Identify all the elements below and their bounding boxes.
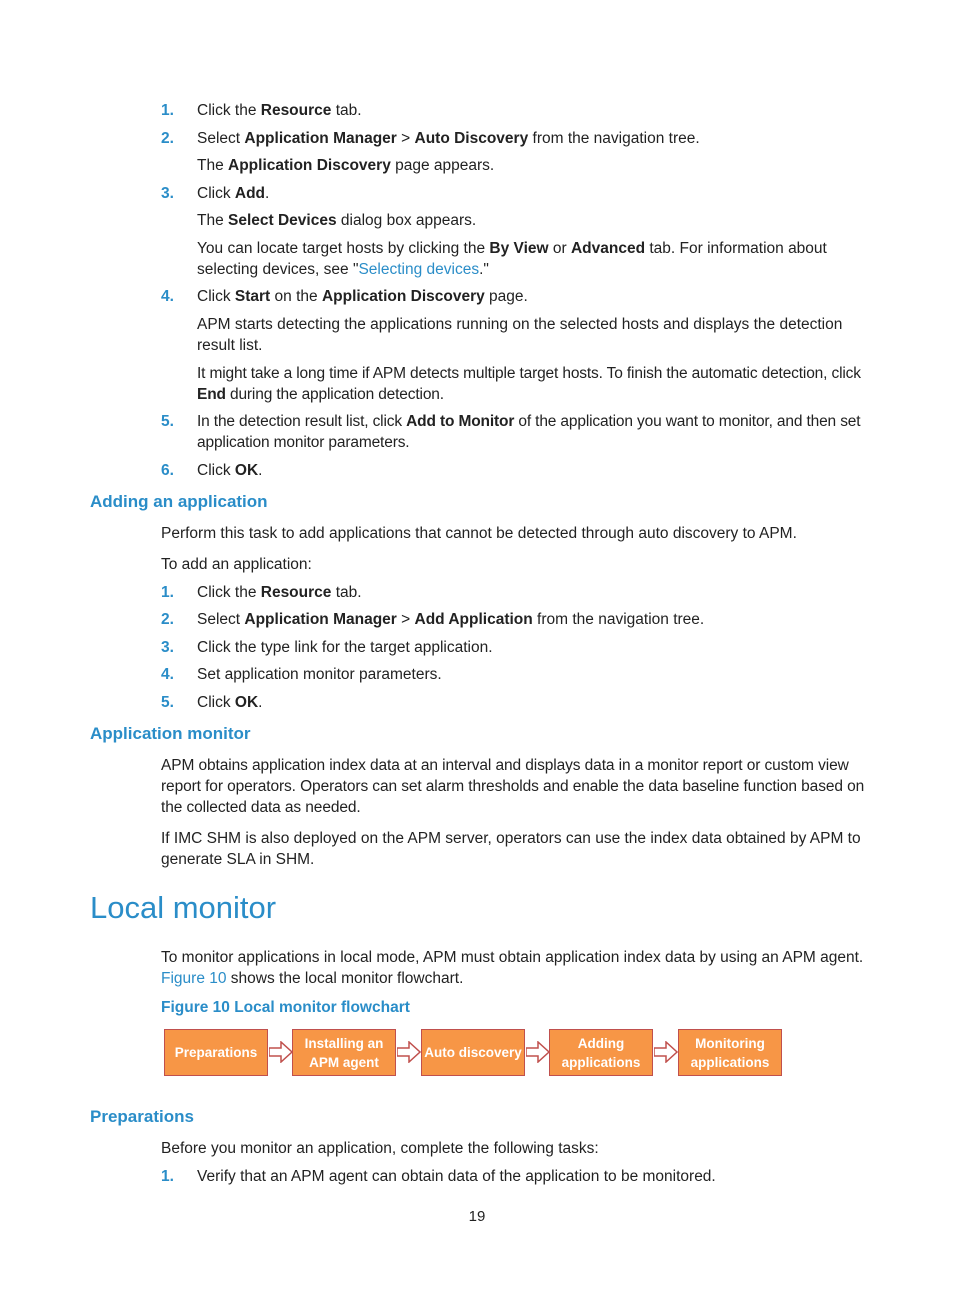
- ui-term: By View: [489, 240, 549, 257]
- step-note: The Application Discovery page appears.: [197, 157, 495, 174]
- step-text: Click Start on the Application Discovery page.: [197, 288, 528, 305]
- step-text: Click OK.: [197, 694, 263, 711]
- step-text: Set application monitor parameters.: [197, 666, 442, 683]
- ui-term: Add to Monitor: [406, 413, 515, 430]
- step-text: Click the Resource tab.: [197, 584, 362, 601]
- figure-caption: Figure 10 Local monitor flowchart: [161, 999, 410, 1016]
- step-note: It might take a long time if APM detects multiple target hosts. To finish the automatic detection, click End during the application detection.: [197, 365, 861, 403]
- step-number: 4.: [161, 288, 174, 305]
- paragraph: To monitor applications in local mode, APM must obtain application index data by using an APM agent. Figure 10 shows the local monitor flowchart.: [161, 949, 864, 987]
- arrow-right-icon: [526, 1041, 550, 1063]
- step-number: 2.: [161, 130, 174, 147]
- ui-term: Start: [234, 288, 271, 305]
- step-text: Click the Resource tab.: [197, 102, 362, 119]
- paragraph: APM obtains application index data at an interval and displays data in a monitor report or custom view report for operators. Operators can set alarm thresholds and enable the data baseline function based on the collected data as needed.: [161, 757, 865, 816]
- step-text: Select Application Manager > Add Application from the navigation tree.: [197, 611, 705, 628]
- step-number: 3.: [161, 185, 174, 202]
- ui-term: Auto Discovery: [414, 130, 529, 147]
- section-heading-adding-application: Adding an application: [90, 492, 268, 511]
- step-text: Click the type link for the target application.: [197, 639, 493, 656]
- step-text: Verify that an APM agent can obtain data of the application to be monitored.: [197, 1168, 716, 1185]
- ui-term: Add: [234, 185, 266, 202]
- ui-term: End: [197, 386, 226, 403]
- flow-box-monitoring-applications: Monitoring applications: [678, 1029, 782, 1076]
- step-text: Click Add.: [197, 185, 270, 202]
- ui-term: Select Devices: [228, 212, 337, 229]
- ui-term: Application Discovery: [228, 157, 391, 174]
- step-number: 1.: [161, 102, 174, 119]
- ui-term: Application Manager: [244, 611, 397, 628]
- step-text: Select Application Manager > Auto Discovery from the navigation tree.: [197, 130, 700, 147]
- paragraph: Before you monitor an application, complete the following tasks:: [161, 1140, 599, 1157]
- step-number: 5.: [161, 413, 174, 430]
- ui-term: Resource: [260, 102, 332, 119]
- flow-box-preparations: Preparations: [164, 1029, 268, 1076]
- chapter-heading-local-monitor: Local monitor: [90, 890, 277, 925]
- ui-term: Add Application: [414, 611, 533, 628]
- flow-box-adding-applications: Adding applications: [549, 1029, 653, 1076]
- page-number: 19: [468, 1208, 486, 1225]
- paragraph: Perform this task to add applications that cannot be detected through auto discovery to APM.: [161, 525, 797, 542]
- step-number: 4.: [161, 666, 174, 683]
- step-number: 1.: [161, 584, 174, 601]
- arrow-right-icon: [269, 1041, 293, 1063]
- ui-term: OK: [234, 462, 259, 479]
- step-number: 6.: [161, 462, 174, 479]
- step-note: You can locate target hosts by clicking the By View or Advanced tab. For information about selecting devices, see "Selecting devices.": [197, 240, 827, 278]
- section-heading-preparations: Preparations: [90, 1107, 194, 1126]
- arrow-right-icon: [397, 1041, 421, 1063]
- section-heading-application-monitor: Application monitor: [90, 724, 251, 743]
- ui-term: OK: [234, 694, 259, 711]
- step-number: 5.: [161, 694, 174, 711]
- step-note: The Select Devices dialog box appears.: [197, 212, 477, 229]
- step-number: 3.: [161, 639, 174, 656]
- ui-term: Advanced: [570, 240, 646, 257]
- flow-box-installing-agent: Installing an APM agent: [292, 1029, 396, 1076]
- step-number: 1.: [161, 1168, 174, 1185]
- ui-term: Application Manager: [244, 130, 397, 147]
- step-text: In the detection result list, click Add to Monitor of the application you want to monitor, and then set application monitor parameters.: [197, 413, 861, 451]
- cross-reference-link[interactable]: Figure 10: [161, 970, 227, 987]
- step-text: Click OK.: [197, 462, 263, 479]
- step-number: 2.: [161, 611, 174, 628]
- paragraph: To add an application:: [161, 556, 312, 573]
- cross-reference-link[interactable]: Selecting devices: [358, 261, 480, 278]
- arrow-right-icon: [654, 1041, 678, 1063]
- ui-term: Resource: [260, 584, 332, 601]
- paragraph: If IMC SHM is also deployed on the APM server, operators can use the index data obtained by APM to generate SLA in SHM.: [161, 830, 861, 868]
- step-note: APM starts detecting the applications running on the selected hosts and displays the detection result list.: [197, 316, 843, 354]
- flow-box-auto-discovery: Auto discovery: [421, 1029, 525, 1076]
- ui-term: Application Discovery: [321, 288, 485, 305]
